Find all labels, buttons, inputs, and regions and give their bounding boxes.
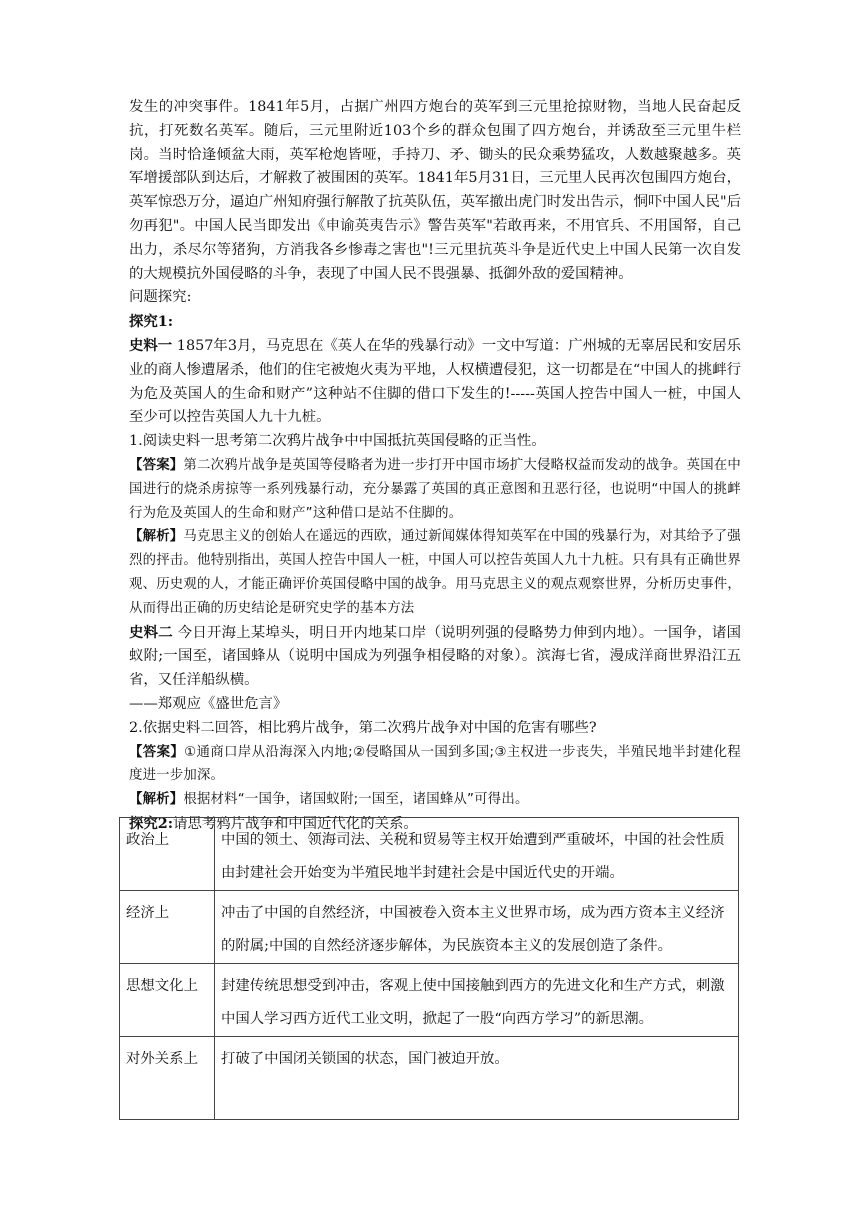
explore2-prompt: 请思考鸦片战争和中国近代化的关系。 (173, 815, 418, 832)
source2-label: 史料二 (129, 623, 173, 641)
intro-paragraph: 发生的冲突事件。1841年5月，占据广州四方炮台的英军到三元里抢掠财物，当地人民奋起反抗，打死数名英军。随后，三元里附近103个乡的群众包围了四方炮台，并诱敌至三元里牛栏岗。当时恰逢倾盆大雨，英军枪炮皆哑，手持刀、矛、锄头的民众乘势猛攻，人数越聚越多。英军增援部队到达后，才解救了被围困的英军。1841年5月31日，三元里人民再次包围四方炮台，英军惊恐万分，逼迫广州知府强行解散了抗英队伍，英军撤出虎门时发出告示，恫吓中国人民"后勿再犯"。中国人民当即发出《申谕英夷告示》警告英军"若敢再来，不用官兵、不用国帑，自己出力，杀尽尔等猪狗，方消我各乡惨毒之害也"!三元里抗英斗争是近代史上中国人民第一次自发的大规模抗外国侵略的斗争，表现了中国人民不畏强暴、抵御外敌的爱国精神。 (129, 99, 741, 282)
explanation-1 (129, 525, 741, 620)
source1-text: 1857年3月，马克思在《英人在华的残暴行动》一文中写道：广州城的无辜居民和安居乐业的商人惨遭屠杀，他们的住宅被炮火夷为平地，人权横遭侵犯，这一切都是在“中国人的挑衅行为危及英国人的生命和财产”这种站不住脚的借口下发生的!-----英国人控告中国人一桩，中国人至少可以控告英国人九十九桩。 (129, 337, 741, 426)
source1-label: 史料一 (129, 336, 173, 354)
modernization-table (119, 814, 739, 1120)
source2-paragraph (129, 621, 741, 693)
row-label: 对外关系上 (120, 1037, 215, 1120)
explanation-2-label: 【解析】 (129, 792, 184, 808)
source2-citation: ——郑观应《盛世危言》 (129, 695, 288, 712)
row-content: 冲击了中国的自然经济，中国被卷入资本主义世界市场，成为西方资本主义经济的附属;中国的自然经济逐步解体，为民族资本主义的发展创造了条件。 (215, 891, 739, 964)
explanation-1-label: 【解析】 (129, 529, 184, 545)
section-title: 问题探究: (129, 289, 192, 306)
table-row (120, 964, 739, 1037)
row-label: 经济上 (120, 891, 215, 964)
row-content: 中国的领土、领海司法、关税和贸易等主权开始遭到严重破坏，中国的社会性质由封建社会开始变为半殖民地半封建社会是中国近代史的开端。 (215, 818, 739, 891)
answer-1-text: 第二次鸦片战争是英国等侵略者为进一步打开中国市场扩大侵略权益而发动的战争。英国在中国进行的烧杀虏掠等一系列残暴行动，充分暴露了英国的真正意图和丑恶行径，也说明“中国人的挑衅行为危及英国人的生命和财产”这种借口是站不住脚的。 (129, 457, 741, 521)
answer-2-text: ①通商口岸从沿海深入内地;②侵略国从一国到多国;③主权进一步丧失，半殖民地半封建化程度进一步加深。 (129, 744, 741, 784)
source2-text: 今日开海上某埠头，明日开内地某口岸（说明列强的侵略势力伸到内地）。一国争，诸国蚁附;一国至，诸国蜂从（说明中国成为列强争相侵略的对象）。滨海七省，漫成洋商世界沿江五省，又任洋船纵横。 (129, 624, 741, 689)
table-row (120, 1037, 739, 1120)
table-row (120, 818, 739, 891)
table-row (120, 891, 739, 964)
explore1-heading: 探究1: (129, 313, 174, 331)
question-2: 2.依据史料二回答，相比鸦片战争，第二次鸦片战争对中国的危害有哪些? (129, 719, 597, 736)
answer-2 (129, 741, 741, 789)
row-content: 打破了中国闭关锁国的状态，国门被迫开放。 (215, 1037, 739, 1120)
answer-2-label: 【答案】 (129, 744, 185, 760)
question-1: 1.阅读史料一思考第二次鸦片战争中中国抵抗英国侵略的正当性。 (129, 433, 546, 450)
answer-1 (129, 454, 741, 525)
explore2-heading: 探究2: (129, 814, 174, 832)
explanation-2 (129, 788, 741, 812)
source1-paragraph (129, 334, 741, 430)
document-body (129, 96, 741, 837)
explanation-2-text: 根据材料“一国争，诸国蚁附;一国至，诸国蜂从”可得出。 (183, 792, 529, 808)
row-content: 封建传统思想受到冲击，客观上使中国接触到西方的先进文化和生产方式，刺激中国人学习西方近代工业文明，掀起了一股“向西方学习”的新思潮。 (215, 964, 739, 1037)
row-label: 思想文化上 (120, 964, 215, 1037)
answer-1-label: 【答案】 (129, 457, 184, 473)
explanation-1-text: 马克思主义的创始人在遥远的西欧，通过新闻媒体得知英军在中国的残暴行为，对其给予了强烈的抨击。他特别指出，英国人控告中国人一桩，中国人可以控告英国人九十九桩。只有具有正确世界观、历史观的人，才能正确评价英国侵略中国的战争。用马克思主义的观点观察世界，分析历史事件，从而得出正确的历史结论是研究史学的基本方法 (129, 529, 741, 616)
row-label: 政治上 (120, 818, 215, 891)
